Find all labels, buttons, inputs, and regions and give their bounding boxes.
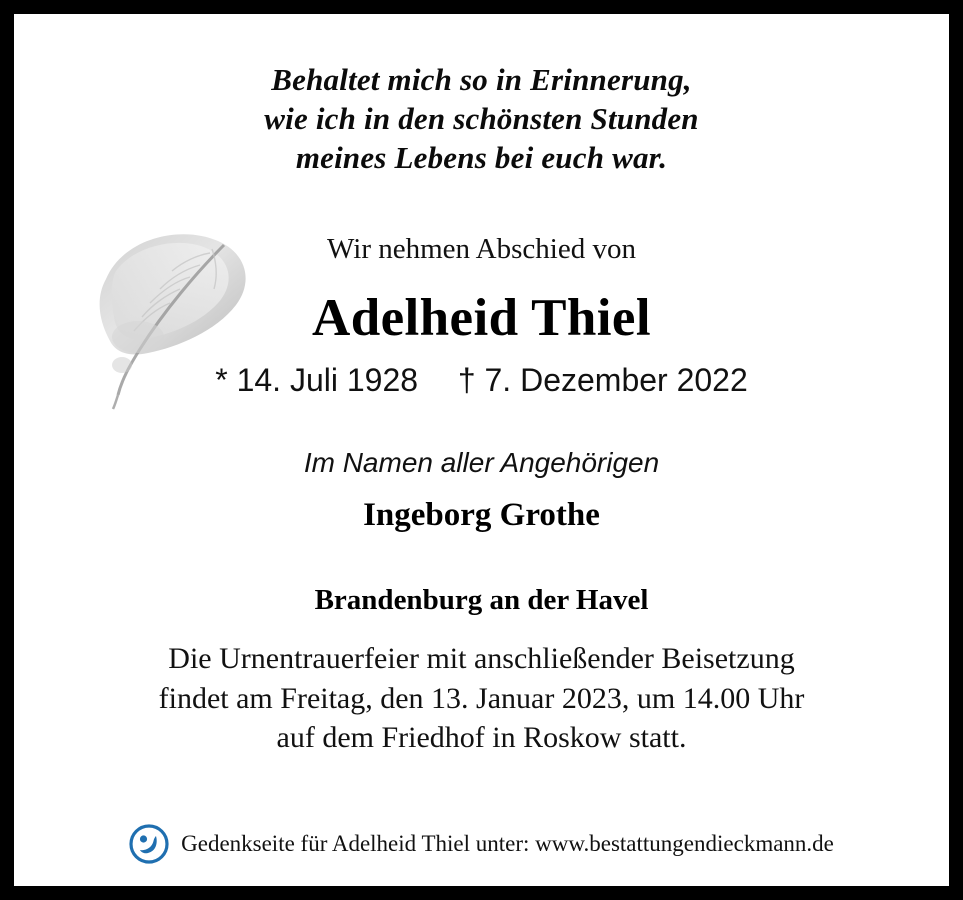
motto-verse [14,60,949,177]
death-symbol: † [457,362,476,399]
death-date: 7. Dezember 2022 [484,362,748,399]
obituary-card [14,14,949,886]
city-name: Brandenburg an der Havel [314,584,649,617]
memorial-footer-text: Gedenkseite für Adelheid Thiel unter: www.bestattungendieckmann.de [181,831,834,856]
ceremony-line-2: findet am Freitag, den 13. Januar 2023, um 14.00 Uhr [158,681,805,715]
memorial-footer [14,824,949,864]
life-dates [14,362,949,399]
ceremony-line-1: Die Urnentrauerfeier mit anschließender Beisetzung [168,642,795,676]
deceased-name: Adelheid Thiel [312,289,651,348]
relative-name: Ingeborg Grothe [363,497,600,534]
motto-line-3: meines Lebens bei euch war. [295,140,668,176]
in-name-of-text: Im Namen aller Angehörigen [303,447,660,479]
ceremony-details [14,639,949,758]
motto-line-1: Behaltet mich so in Erinnerung, [271,62,692,97]
motto-line-2: wie ich in den schönsten Stunden [264,101,699,137]
birth-date: 14. Juli 1928 [236,362,419,399]
ceremony-line-3: auf dem Friedhof in Roskow statt. [276,721,687,755]
birth-symbol: * [215,362,228,399]
farewell-text: Wir nehmen Abschied von [327,233,636,266]
memorial-logo-icon [129,824,169,864]
